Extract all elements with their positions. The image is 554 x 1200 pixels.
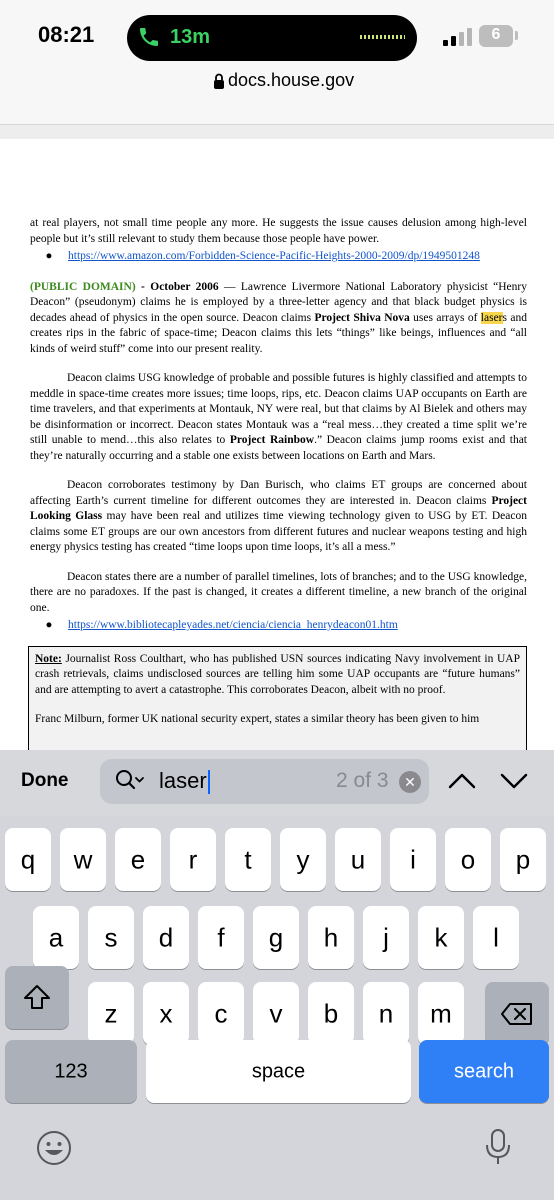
status-bar <box>0 0 554 68</box>
key-c[interactable]: c <box>198 982 244 1045</box>
chevron-down-icon[interactable] <box>500 770 528 792</box>
key-v[interactable]: v <box>253 982 299 1045</box>
microphone-icon[interactable] <box>485 1128 511 1166</box>
key-o[interactable]: o <box>445 828 491 891</box>
dynamic-island-call[interactable] <box>127 15 417 61</box>
match-count: 2 of 3 <box>336 769 389 792</box>
text-cursor <box>208 770 210 794</box>
paragraph: Deacon states there are a number of parallel timelines, lots of branches; and to the USG knowledge, there are no paradoxes. If the past is changed, it creates a different timeline, a new branch of the original one. <box>30 570 527 614</box>
key-w[interactable]: w <box>60 828 106 891</box>
delete-key[interactable] <box>485 982 549 1045</box>
key-q[interactable]: q <box>5 828 51 891</box>
url-text[interactable]: docs.house.gov <box>228 70 355 90</box>
emoji-icon[interactable] <box>36 1130 72 1166</box>
call-duration: 13m <box>170 26 211 48</box>
key-k[interactable]: k <box>418 906 464 969</box>
bibliotecapleyades-link[interactable]: https://www.bibliotecapleyades.net/ciencia/ciencia_henrydeacon01.htm <box>68 619 398 631</box>
audio-waveform-icon <box>360 35 405 39</box>
key-s[interactable]: s <box>88 906 134 969</box>
key-m[interactable]: m <box>418 982 464 1045</box>
public-domain-label: (PUBLIC DOMAIN) <box>30 280 136 293</box>
search-icon[interactable] <box>115 769 145 793</box>
paragraph <box>30 371 527 464</box>
battery-icon <box>479 25 513 47</box>
key-r[interactable]: r <box>170 828 216 891</box>
find-query <box>159 768 210 794</box>
text-span: Deacon corroborates testimony by Dan Burisch, who claims ET groups are concerned about affecting Earth’s current timeline for different outcomes they are interested in. Deacon claims <box>30 479 527 507</box>
search-key[interactable]: search <box>419 1040 549 1103</box>
date-label: - October 2006 <box>141 280 219 293</box>
shift-key[interactable] <box>5 966 69 1029</box>
project-name: Project Looking Glass <box>30 494 527 522</box>
key-b[interactable]: b <box>308 982 354 1045</box>
key-y[interactable]: y <box>280 828 326 891</box>
key-g[interactable]: g <box>253 906 299 969</box>
key-u[interactable]: u <box>335 828 381 891</box>
key-h[interactable]: h <box>308 906 354 969</box>
key-e[interactable]: e <box>115 828 161 891</box>
note-paragraph: Franc Milburn, former UK national security expert, states a similar theory has been given to him <box>35 713 480 725</box>
document-content <box>30 216 527 750</box>
shift-icon <box>22 982 52 1012</box>
search-highlight: laser <box>480 311 503 324</box>
clear-icon[interactable]: ✕ <box>399 771 421 793</box>
amazon-link[interactable]: https://www.amazon.com/Forbidden-Science-Pacific-Heights-2000-2009/dp/1949501248 <box>68 250 480 262</box>
key-n[interactable]: n <box>363 982 409 1045</box>
text-span: Deacon claims USG knowledge of probable and possible futures is highly classified and attempts to meddle in space-time creates more issues; time loops, rips, etc. Deacon claims UAP occupants on Earth are time travelers, and that experiments at Montauk, NY were real, but that claims by Al Bielek and others may be disinformation or incorrect. Deacon states Montauk was a “real mess…they created a time split we’re still unable to mend…this also relates to <box>30 372 527 446</box>
key-p[interactable]: p <box>500 828 546 891</box>
text-span: may have been real and utilizes time viewing technology given to USG by ET. Deacon claims some ET groups are our own ancestors from different futures and nuclear weapons testing and high energy physics testing has created “time loops upon time loops, it’s all a mess.” <box>30 510 527 553</box>
text-span: s and creates rips in the fabric of space-time; Deacon claims this lets “things” like beings, influences and “all kinds of weird stuff” come into our present reality. <box>30 311 527 355</box>
find-query-text: laser <box>159 768 207 793</box>
list-item <box>30 249 527 265</box>
key-t[interactable]: t <box>225 828 271 891</box>
key-f[interactable]: f <box>198 906 244 969</box>
key-d[interactable]: d <box>143 906 189 969</box>
bullet-icon: ● <box>45 250 53 262</box>
battery-level: 6 <box>491 26 501 43</box>
key-j[interactable]: j <box>363 906 409 969</box>
numbers-key[interactable]: 123 <box>5 1040 137 1103</box>
phone-icon <box>137 25 161 49</box>
battery-tip <box>515 31 518 40</box>
cellular-signal-icon <box>443 28 475 46</box>
note-label: Note: <box>35 652 62 665</box>
key-l[interactable]: l <box>473 906 519 969</box>
keyboard <box>0 816 554 1200</box>
note-paragraph <box>35 652 520 699</box>
note-box <box>28 646 527 751</box>
lock-icon <box>213 72 225 90</box>
key-i[interactable]: i <box>390 828 436 891</box>
paragraph <box>30 280 527 358</box>
clock: 08:21 <box>38 22 95 47</box>
done-button[interactable]: Done <box>21 770 69 791</box>
backspace-icon <box>500 1002 534 1026</box>
key-x[interactable]: x <box>143 982 189 1045</box>
project-name: Project Shiva Nova <box>314 311 410 324</box>
key-z[interactable]: z <box>88 982 134 1045</box>
project-name: Project Rainbow <box>229 434 315 446</box>
bullet-icon: ● <box>45 619 53 631</box>
text-span: Journalist Ross Coulthart, who has published USN sources indicating Navy involvement in UAP crash retrievals, claims undisclosed sources are telling him some UAP occupants are “future humans” and are attempting to avert a catastrophe. This corroborates Deacon, albeit with no proof. <box>35 652 520 696</box>
key-a[interactable]: a <box>33 906 79 969</box>
text-span: — Lawrence Livermore National Laboratory physicist “Henry Deacon” (pseudonym) claims he is employed by a three-letter agency and that black budget physics is decades ahead of physics in the open source. Deacon claims <box>30 280 527 324</box>
paragraph: at real players, not small time people any more. He suggests the issue causes delusion among high-level people but it’s still relevant to study them because those people have power. <box>30 217 527 245</box>
paragraph <box>30 478 527 556</box>
chevron-up-icon[interactable] <box>448 770 476 792</box>
list-item <box>30 618 527 634</box>
text-span: .” Deacon claims jump rooms exist and that they’re naturally occurring and a stable one exists between locations on Earth and Mars. <box>30 434 528 462</box>
document-page <box>0 139 554 750</box>
text-span: uses arrays of <box>409 311 481 324</box>
space-key[interactable]: space <box>146 1040 411 1103</box>
page-toolbar-divider <box>0 124 554 140</box>
